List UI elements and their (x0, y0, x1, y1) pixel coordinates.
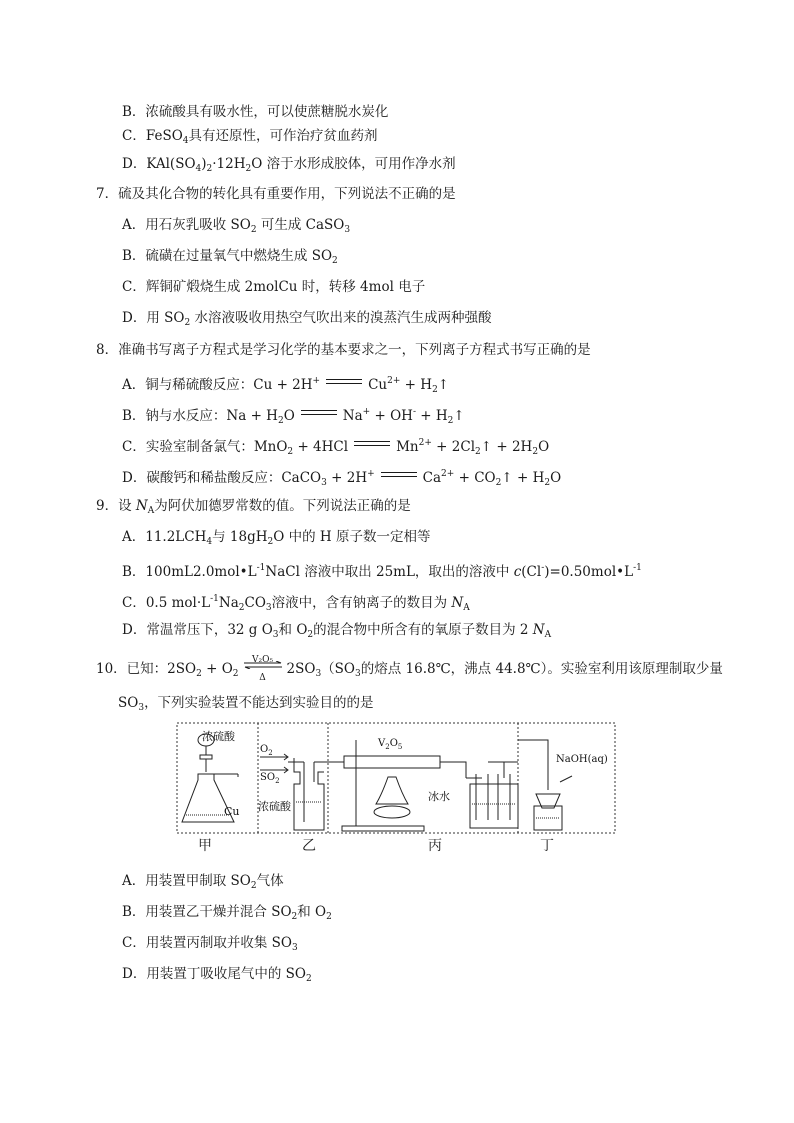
label-cu: Cu (224, 805, 240, 818)
q7-option-b: B．硫磺在过量氧气中燃烧生成 $SO_2$ (122, 248, 338, 266)
q9-option-a: A．$11.2LCH_4$与 $18gH_2O$ 中的 H 原子数一定相等 (122, 529, 431, 547)
label-v2o5: $V_2O_5$ (378, 738, 403, 751)
label-naoh: NaOH(aq) (556, 754, 608, 765)
q8-stem: 8．准确书写离子方程式是学习化学的基本要求之一，下列离子方程式书写正确的是 (96, 342, 591, 358)
label-ding: 丁 (540, 838, 554, 854)
q6-option-d: D．$KAl(SO_4)_2\cdot 12H_2O$ 溶于水形成胶体，可用作净水剂 (122, 156, 456, 174)
equals-arrow-icon (301, 408, 337, 418)
label-ice-water: 冰水 (428, 790, 450, 803)
q10-option-c: C．用装置丙制取并收集 $SO_3$ (122, 935, 298, 953)
q10-stem: 10．已知：$2SO_2 + O_2$ V₂O₅ Δ $2SO_3(SO_3$的熔点 16.8℃，沸点 44.8℃）。实验室利用该原理制取少量 (96, 655, 723, 683)
label-bing: 丙 (428, 838, 442, 854)
equals-arrow-icon (326, 377, 362, 387)
q8-option-b: B．钠与水反应：$Na + H_2O$ $Na^+ + OH^- + H_2↑$ (122, 407, 465, 426)
label-o2: $O_2$ (260, 744, 273, 757)
label-conc-acid: 浓硫酸 (202, 730, 235, 743)
label-so2: $SO_2$ (260, 772, 280, 785)
q7-option-d: D．用 $SO_2$ 水溶液吸收用热空气吹出来的溴蒸汽生成两种强酸 (122, 310, 492, 328)
equals-arrow-icon (381, 470, 417, 480)
reaction-condition: V₂O₅ Δ (243, 657, 283, 677)
apparatus-diagram (176, 722, 616, 834)
q6-option-c: C．FeSO$_4$具有还原性，可作治疗贫血药剂 (122, 128, 378, 146)
reaction-tube (328, 740, 518, 831)
label-jia: 甲 (198, 838, 212, 854)
q10-option-d: D．用装置丁吸收尾气中的 $SO_2$ (122, 966, 312, 984)
q9-option-b: B．$100mL2.0mol•L^{-1}NaCl$ 溶液中取出 25mL，取出的溶液中 $c(Cl^-)=0.50mol•L^{-1}$ (122, 563, 642, 580)
q9-stem: 9．设 $N_A$为阿伏加德罗常数的值。下列说法正确的是 (96, 498, 411, 516)
q10-stem-continued: $SO_3$，下列实验装置不能达到实验目的的是 (118, 695, 374, 713)
q9-option-c: C．0.5 $mol\cdot L^{-1}Na_2CO_3$溶液中，含有钠离子的数目为 $N_A$ (122, 594, 470, 613)
q9-option-d: D．常温常压下，32 g $O_3$和 $O_2$的混合物中所含有的氧原子数目为 2 $N_A$ (122, 622, 552, 640)
q7-option-a: A．用石灰乳吸收 $SO_2$ 可生成 CaSO$_3$ (122, 217, 351, 235)
equals-arrow-icon (354, 439, 390, 449)
q8-option-c: C．实验室制备氯气：MnO$_2$ + 4HCl $Mn^{2+}$ + $2Cl_2↑ + 2H_2O$ (122, 438, 550, 457)
drying-bottle (260, 754, 328, 830)
q10-option-b: B．用装置乙干燥并混合 $SO_2$和 $O_2$ (122, 904, 332, 922)
label-conc-acid-2: 浓硫酸 (258, 800, 291, 813)
q8-option-d: D．碳酸钙和稀盐酸反应：CaCO$_3$ + 2H+ $Ca^{2+}$ + $CO_2↑ + H_2O$ (122, 469, 562, 488)
reversible-arrow-icon (243, 661, 283, 669)
q7-option-c: C．辉铜矿煅烧生成 2molCu 时，转移 4mol 电子 (122, 279, 426, 295)
q6-option-b: B．浓硫酸具有吸水性，可以使蔗糖脱水炭化 (122, 104, 389, 120)
q7-stem: 7．硫及其化合物的转化具有重要作用，下列说法不正确的是 (96, 186, 456, 202)
label-yi: 乙 (302, 838, 316, 854)
q8-option-a: A．铜与稀硫酸反应：Cu + 2H+ $Cu^{2+}$ + $H_2↑$ (122, 376, 450, 395)
q10-option-a: A．用装置甲制取 $SO_2$气体 (122, 873, 284, 891)
